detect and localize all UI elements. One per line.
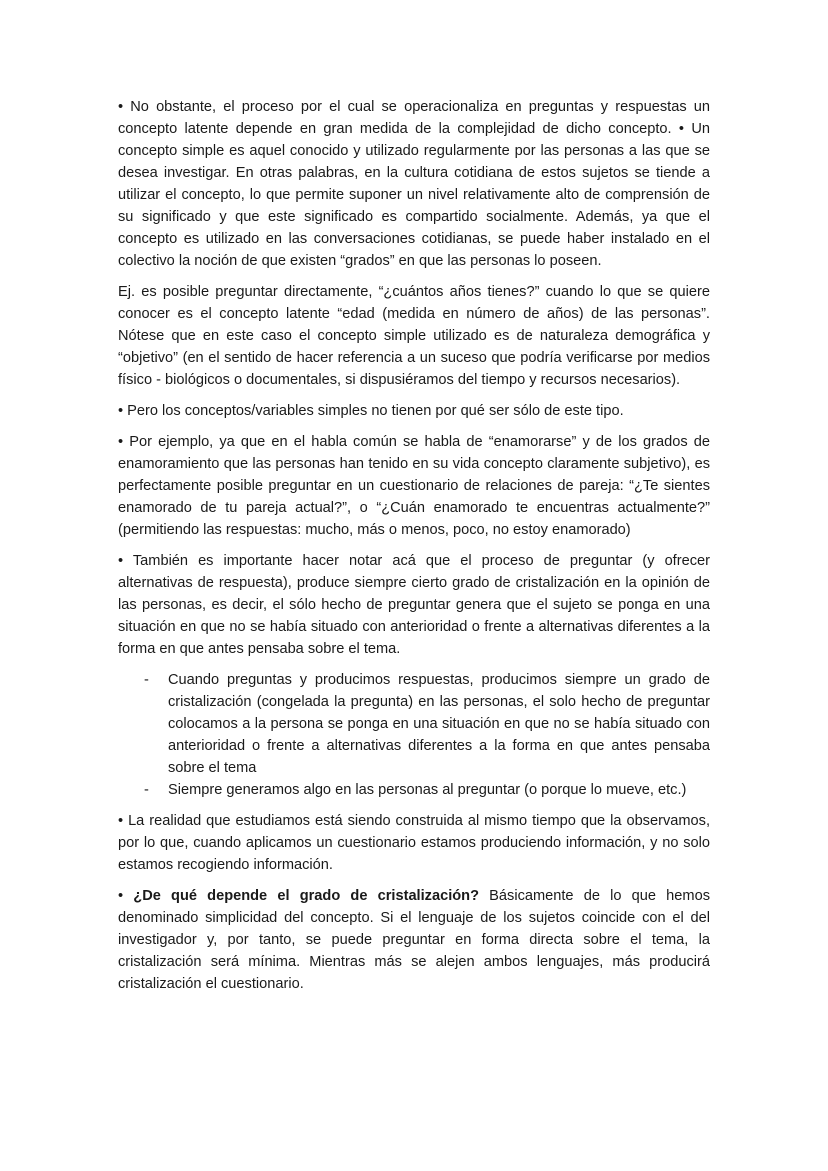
paragraph-ejemplo-edad: Ej. es posible preguntar directamente, “¿cuántos años tienes?” cuando lo que se quiere conocer es el concepto latente “edad (medida en número de años) de las personas”. Nótese que en este caso el concepto simple utilizado es de naturaleza demográfica y “objetivo” (en el sentido de hacer referencia a un suceso que podría verificarse por medios físico - biológicos o documentales, si dispusiéramos del tiempo y recursos necesarios). — [118, 284, 710, 388]
paragraph-grado-cristalizacion — [118, 885, 710, 995]
list-item-text: Siempre generamos algo en las personas al preguntar (o porque lo mueve, etc.) — [168, 782, 687, 798]
paragraph-cristalizacion: • También es importante hacer notar acá que el proceso de preguntar (y ofrecer alternativas de respuesta), produce siempre cierto grado de cristalización en la opinión de las personas, es decir, el sólo hecho de preguntar genera que el sujeto se ponga en una situación en que no se había situado con anterioridad o frente a alternativas diferentes a la forma en que antes pensaba sobre el tema. — [118, 553, 710, 657]
paragraph-realidad-construida: • La realidad que estudiamos está siendo construida al mismo tiempo que la observamos, por lo que, cuando aplicamos un cuestionario estamos produciendo información, y no solo estamos recogiendo información. — [118, 813, 710, 873]
paragraph-conceptos-simples: • Pero los conceptos/variables simples no tienen por qué ser sólo de este tipo. — [118, 403, 624, 419]
paragraph-ejemplo-enamoramiento: • Por ejemplo, ya que en el habla común se habla de “enamorarse” y de los grados de enamoramiento que las personas han tenido en su vida concepto claramente subjetivo), es perfectamente posible preguntar en un cuestionario de relaciones de pareja: “¿Te sientes enamorado de tu pareja actual?”, o “¿Cuán enamorado te encuentras actualmente?” (permitiendo las respuestas: mucho, más o menos, poco, no estoy enamorado) — [118, 434, 710, 538]
dash-marker: - — [144, 782, 149, 798]
document-page — [118, 96, 710, 1004]
dash-marker: - — [144, 672, 149, 688]
paragraph-operacionalizacion: • No obstante, el proceso por el cual se operacionaliza en preguntas y respuestas un concepto latente depende en gran medida de la complejidad de dicho concepto. • Un concepto simple es aquel conocido y utilizado regularmente por las personas a las que se desea investigar. En otras palabras, en la cultura cotidiana de estos sujetos se tiende a utilizar el concepto, lo que permite suponer un nivel relativamente alto de comprensión de su significado y que este significado es compartido socialmente. Además, ya que el concepto es utilizado en las conversaciones cotidianas, se puede haber instalado en el colectivo la noción de que existen “grados” en que las personas lo poseen. — [118, 99, 710, 269]
paragraph-text: Básicamente de lo que hemos denominado simplicidad del concepto. Si el lenguaje de los sujetos coincide con el del investigador y, por tanto, se puede preguntar en forma directa sobre el tema, la cristalización será mínima. Mientras más se alejen ambos lenguajes, más producirá cristalización el cuestionario. — [118, 888, 710, 992]
list-item-text: Cuando preguntas y producimos respuestas, producimos siempre un grado de cristalización (congelada la pregunta) en las personas, el solo hecho de preguntar colocamos a la persona se ponga en una situación en que no se había situado con anterioridad o frente a alternativas diferentes a la forma en que antes pensaba sobre el tema — [168, 672, 710, 776]
bullet-marker: • — [118, 888, 134, 904]
dash-list — [118, 669, 710, 801]
list-item — [118, 779, 710, 801]
list-item — [118, 669, 710, 779]
bold-question: ¿De qué depende el grado de cristalización? — [133, 888, 479, 904]
